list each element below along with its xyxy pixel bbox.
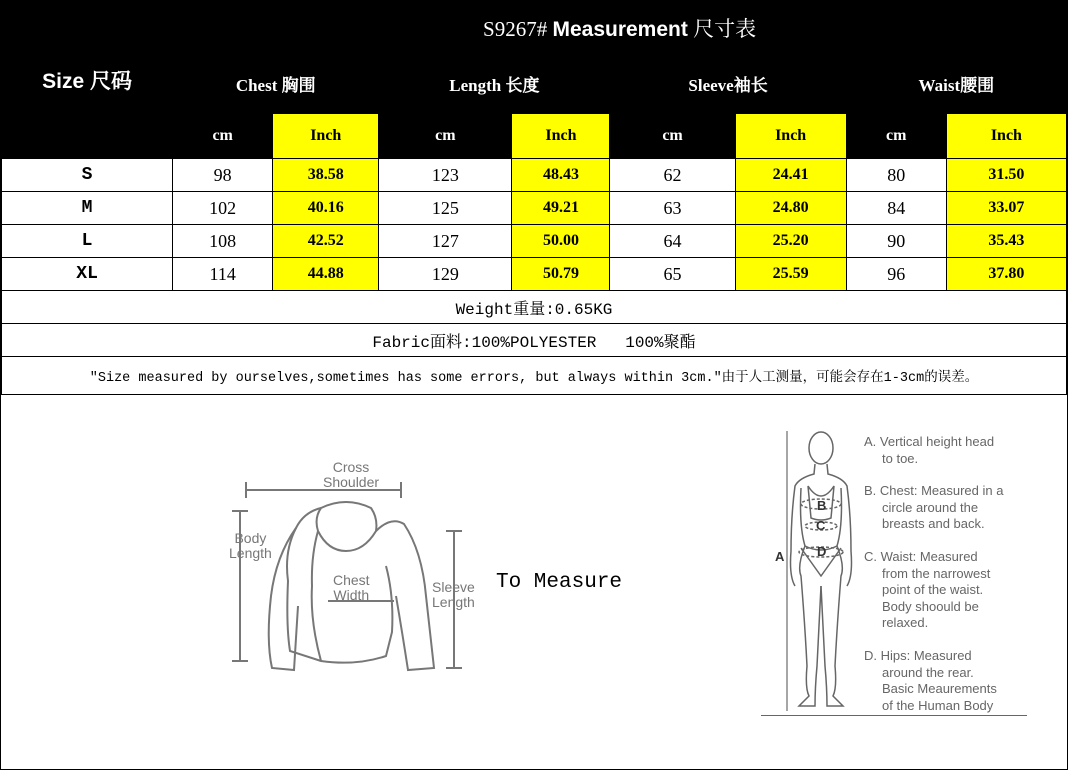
inch-value: 40.16 [273, 192, 379, 225]
title-code: S9267# [483, 16, 548, 41]
cm-value: 123 [379, 159, 512, 192]
cm-value: 129 [379, 258, 512, 291]
size-cell: M [2, 192, 173, 225]
cm-value: 63 [610, 192, 735, 225]
point-d: D [817, 544, 827, 559]
title-main: Measurement [552, 17, 688, 41]
collar [317, 502, 377, 551]
cm-value: 102 [173, 192, 273, 225]
legend-c: C. Waist: Measured from the narrowest point of the waist. Body shoould be relaxed. [864, 549, 991, 630]
unit-inch: Inch [735, 114, 846, 159]
unit-cm: cm [379, 114, 512, 159]
size-table [1, 1, 1067, 395]
cross-shoulder-label: Cross Shoulder [323, 459, 380, 490]
inch-value: 38.58 [273, 159, 379, 192]
legend-d: D. Hips: Measured around the rear. Basic Meaurements of the Human Body [864, 648, 997, 713]
cm-value: 127 [379, 225, 512, 258]
sleeve-length-label: Sleeve Length [432, 579, 475, 610]
inch-value: 24.41 [735, 159, 846, 192]
inch-value: 25.20 [735, 225, 846, 258]
size-cell: S [2, 159, 173, 192]
inch-value: 50.79 [512, 258, 610, 291]
to-measure-label: To Measure [496, 571, 623, 594]
table-row [2, 159, 1067, 192]
cm-value: 64 [610, 225, 735, 258]
inch-value: 31.50 [946, 159, 1066, 192]
chart-title [173, 2, 1067, 54]
unit-cm: cm [846, 114, 946, 159]
inch-value: 42.52 [273, 225, 379, 258]
inch-value: 33.07 [946, 192, 1066, 225]
head-outline [809, 432, 833, 464]
measurement-note: "Size measured by ourselves,sometimes has some errors, but always within 3cm."由于人工测量，可能会存在1-3cm的误差。 [2, 357, 1067, 395]
unit-cm: cm [173, 114, 273, 159]
point-c: C [816, 518, 826, 533]
inch-value: 49.21 [512, 192, 610, 225]
size-cell: XL [2, 258, 173, 291]
unit-cm: cm [610, 114, 735, 159]
sleeve-header: Sleeve袖长 [610, 54, 846, 114]
baseline-divider [761, 715, 1027, 716]
cm-value: 65 [610, 258, 735, 291]
legend-a: A. Vertical height head to toe. [864, 434, 995, 466]
length-header: Length 长度 [379, 54, 610, 114]
cm-value: 84 [846, 192, 946, 225]
cm-value: 90 [846, 225, 946, 258]
title-cn: 尺寸表 [693, 16, 757, 41]
weight-info: Weight重量:0.65KG [2, 291, 1067, 324]
body-illustration [761, 426, 861, 721]
fabric-info: Fabric面料:100%POLYESTER 100%聚酯 [2, 324, 1067, 357]
legend-b: B. Chest: Measured in a circle around the breasts and back. [864, 483, 1004, 531]
cm-value: 125 [379, 192, 512, 225]
point-a: A [775, 549, 785, 564]
inch-value: 24.80 [735, 192, 846, 225]
unit-inch: Inch [512, 114, 610, 159]
size-header: Size 尺码 [2, 2, 173, 159]
inch-value: 25.59 [735, 258, 846, 291]
cm-value: 96 [846, 258, 946, 291]
waist-header: Waist腰围 [846, 54, 1066, 114]
chest-header: Chest 胸围 [173, 54, 379, 114]
body-length-label: Body Length [229, 530, 272, 561]
inch-value: 37.80 [946, 258, 1066, 291]
garment-illustration [226, 456, 496, 686]
unit-inch: Inch [946, 114, 1066, 159]
cm-value: 108 [173, 225, 273, 258]
inch-value: 35.43 [946, 225, 1066, 258]
cm-value: 98 [173, 159, 273, 192]
point-b: B [817, 498, 827, 513]
inch-value: 44.88 [273, 258, 379, 291]
chest-width-label: Chest Width [333, 572, 370, 603]
size-cell: L [2, 225, 173, 258]
cm-value: 62 [610, 159, 735, 192]
unit-inch: Inch [273, 114, 379, 159]
table-row [2, 192, 1067, 225]
table-row [2, 225, 1067, 258]
cm-value: 114 [173, 258, 273, 291]
cm-value: 80 [846, 159, 946, 192]
table-row [2, 258, 1067, 291]
inch-value: 48.43 [512, 159, 610, 192]
inch-value: 50.00 [512, 225, 610, 258]
